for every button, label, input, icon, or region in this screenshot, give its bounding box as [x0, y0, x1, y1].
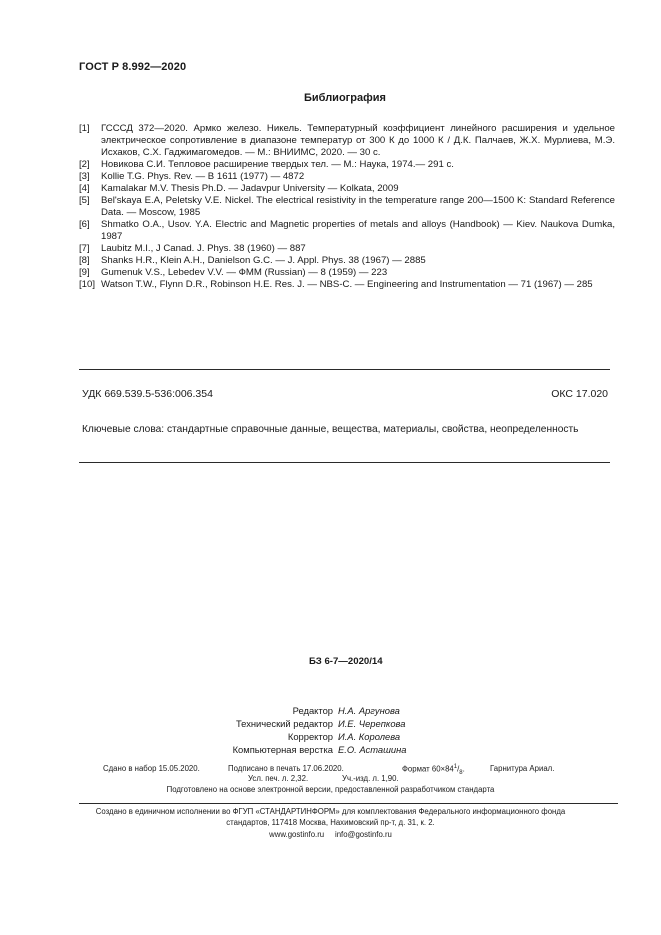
entry-text: Shanks H.R., Klein A.H., Danielson G.C. — J. Appl. Phys. 38 (1967) — 2885: [101, 255, 426, 266]
email-link[interactable]: info@gostinfo.ru: [334, 830, 392, 839]
sent-to-set-date: Сдано в набор 15.05.2020.: [103, 764, 200, 773]
credit-row: [0, 717, 661, 730]
entry-number: [9]: [79, 267, 90, 278]
paper-format: Формат $60\times 84^1/_8$.: [402, 764, 465, 777]
entry-text: Bel'skaya E.A, Peletsky V.E. Nickel. The electrical resistivity in the temperature range 200—1500 K: Standard Reference Data. — Moscow, 1985: [101, 195, 615, 218]
divider: [79, 803, 618, 804]
credit-name: И.Е. Черепкова: [338, 718, 406, 729]
bibliography-entry: [79, 171, 615, 183]
entry-text: Watson T.W., Flynn D.R., Robinson H.E. Res. J. — NBS-C. — Engineering and Instrumentation — 71 (1967) — 285: [101, 279, 593, 290]
entry-number: [10]: [79, 279, 96, 290]
credit-role: Технический редактор: [235, 718, 333, 729]
credit-role: Компьютерная верстка: [232, 744, 333, 755]
credit-name: Н.А. Аргунова: [338, 705, 400, 716]
publisher-sheets: Уч.-изд. л. 1,90.: [342, 774, 399, 783]
oks-code: ОКС 17.020: [551, 388, 608, 400]
credit-role: Редактор: [292, 705, 333, 716]
entry-number: [3]: [79, 171, 90, 182]
entry-text: Kollie T.G. Phys. Rev. — B 1611 (1977) — 4872: [101, 171, 305, 182]
entry-number: [7]: [79, 243, 90, 254]
udk-code: УДК 669.539.5-536:006.354: [82, 388, 213, 400]
typeface: Гарнитура Ариал.: [490, 764, 555, 773]
entry-text: Laubitz M.I., J Canad. J. Phys. 38 (1960) — 887: [101, 243, 306, 254]
bibliography-entry: [79, 279, 615, 291]
bibliography-title: Библиография: [304, 92, 386, 104]
credit-name: И.А. Королева: [338, 731, 401, 742]
bibliography-entry: [79, 183, 615, 195]
entry-text: Новикова С.И. Тепловое расширение твердых тел. — М.: Наука, 1974.— 291 с.: [101, 159, 454, 170]
entry-text: Shmatko O.A., Usov. Y.A. Electric and Magnetic properties of metals and alloys (Handbook) — Kiev. Naukova Dumka, 1987: [101, 219, 615, 242]
bibliography-entry: [79, 159, 615, 171]
entry-number: [2]: [79, 159, 90, 170]
footer-line-1: Создано в единичном исполнении во ФГУП «СТАНДАРТИНФОРМ» для комплектования Федерального информационного фонда: [95, 807, 566, 816]
bibliography-entry: [79, 195, 615, 219]
bibliography-entry: [79, 255, 615, 267]
bibliography-entry: [79, 123, 615, 159]
bibliography-entry: [79, 243, 615, 255]
entry-text: ГСССД 372—2020. Армко железо. Никель. Температурный коэффициент линейного расширения и удельное электрическое сопротивление в диапазоне температур от 300 К до 1000 К / Д.К. Палчаев, Ж.Х. Мурлиева, М.Э. Исхаков, С.Х. Гаджимагомедов. — М.: ВНИИМС, 2020. — 30 с.: [101, 123, 615, 158]
print-sheets: Усл. печ. л. 2,32.: [248, 774, 309, 783]
divider: [79, 369, 610, 370]
credit-row: [0, 743, 661, 756]
prepared-note: Подготовлено на основе электронной версии, предоставленной разработчиком стандарта: [166, 785, 495, 794]
entry-text: Gumenuk V.S., Lebedev V.V. — ФММ (Russian) — 8 (1959) — 223: [101, 267, 388, 278]
credits-block: [0, 704, 661, 756]
bibliography-entry: [79, 219, 615, 243]
standard-code: ГОСТ Р 8.992—2020: [79, 61, 187, 73]
website-link[interactable]: www.gostinfo.ru: [269, 830, 325, 839]
entry-number: [8]: [79, 255, 90, 266]
bibliography-entry: [79, 267, 615, 279]
divider: [79, 462, 610, 463]
signed-to-print-date: Подписано в печать 17.06.2020.: [228, 764, 344, 773]
credit-name: Е.О. Асташина: [338, 744, 407, 755]
credit-row: [0, 704, 661, 717]
entry-text: Kamalakar M.V. Thesis Ph.D. — Jadavpur University — Kolkata, 2009: [101, 183, 399, 194]
footer-contacts: [0, 830, 661, 839]
entry-number: [4]: [79, 183, 90, 194]
entry-number: [1]: [79, 123, 90, 134]
format-denominator: 8: [459, 770, 463, 777]
keywords: Ключевые слова: стандартные справочные данные, вещества, материалы, свойства, неопределенность: [82, 424, 579, 435]
format-numerator: 1: [453, 764, 458, 770]
entry-number: [6]: [79, 219, 90, 230]
bz-code: БЗ 6-7—2020/14: [309, 656, 383, 667]
credit-role: Корректор: [287, 731, 333, 742]
bibliography-list: [79, 123, 615, 291]
format-label: Формат 60×84: [402, 764, 454, 774]
credit-row: [0, 730, 661, 743]
footer-line-2: стандартов, 117418 Москва, Нахимовский пр-т, д. 31, к. 2.: [226, 818, 435, 827]
entry-number: [5]: [79, 195, 90, 206]
